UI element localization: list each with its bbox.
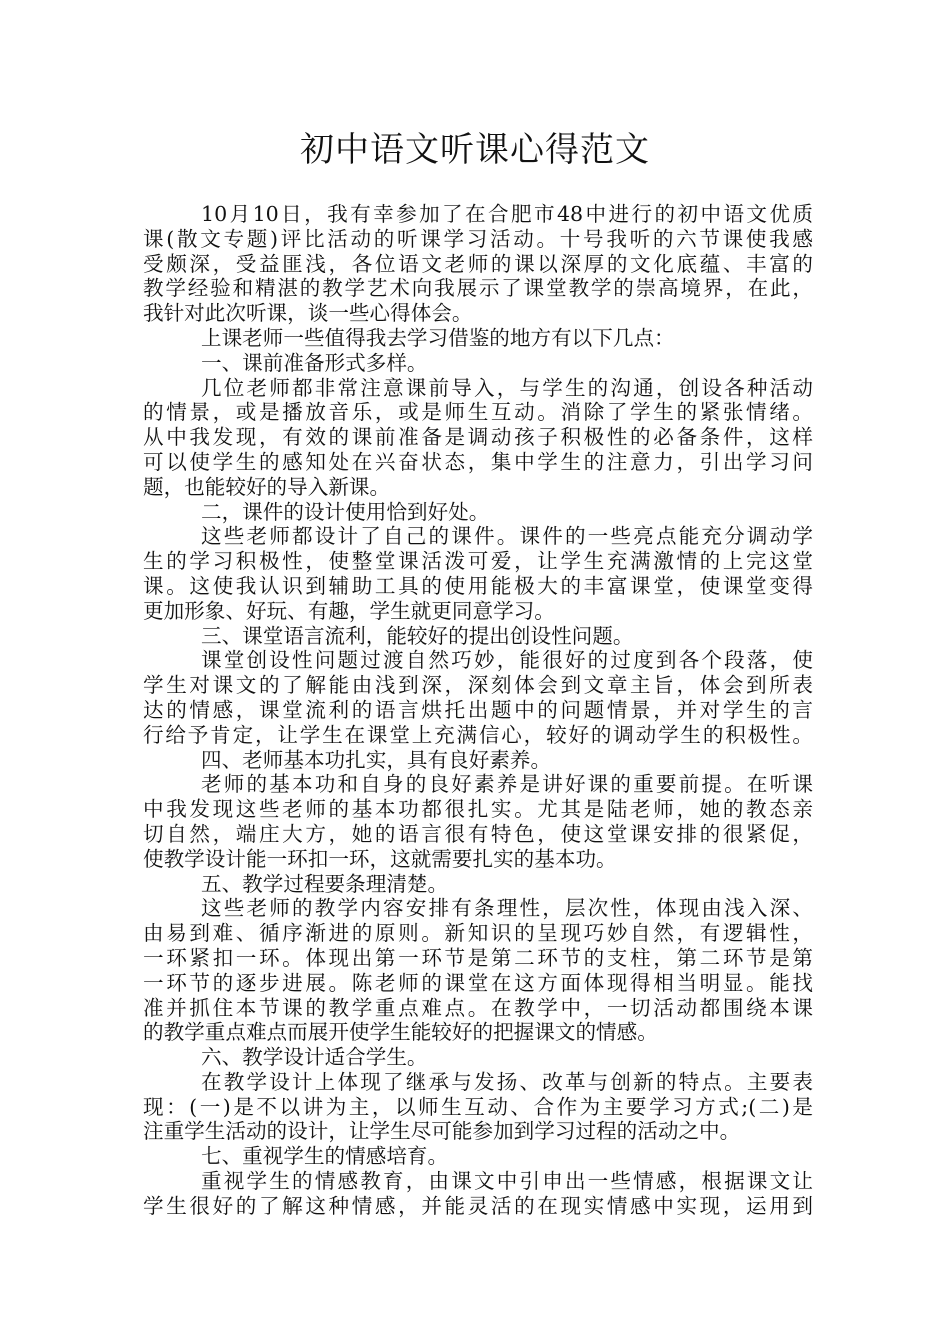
text-line: 一环节的逐步进展。陈老师的课堂在这方面体现得相当明显。能找: [143, 970, 813, 995]
text-line: 七、重视学生的情感培育。: [201, 1144, 449, 1169]
text-line: 六、教学设计适合学生。: [201, 1045, 428, 1070]
text-line: 课。这使我认识到辅助工具的使用能极大的丰富课堂，使课堂变得: [143, 573, 813, 598]
text-line: 这些老师都设计了自己的课件。课件的一些亮点能充分调动学: [201, 524, 813, 549]
text-line: 课(散文专题)评比活动的听课学习活动。十号我听的六节课使我感: [143, 226, 813, 251]
text-line: 达的情感，课堂流利的语言烘托出题中的问题情景，并对学生的言: [143, 697, 813, 722]
text-line: 重视学生的情感教育，由课文中引申出一些情感，根据课文让: [201, 1169, 813, 1194]
text-line: 使教学设计能一环扣一环，这就需要扎实的基本功。: [143, 846, 617, 871]
text-line: 一环紧扣一环。体现出第一环节是第二环节的支柱，第二环节是第: [143, 945, 813, 970]
text-line: 行给予肯定，让学生在课堂上充满信心，较好的调动学生的积极性。: [143, 722, 813, 747]
text-line: 题，也能较好的导入新课。: [143, 474, 391, 499]
text-line: 可以使学生的感知处在兴奋状态，集中学生的注意力，引出学习问: [143, 449, 813, 474]
text-line: 准并抓住本节课的教学重点难点。在教学中，一切活动都围绕本课: [143, 995, 813, 1020]
document-body: [143, 202, 813, 1219]
text-line: 四、老师基本功扎实，具有良好素养。: [201, 747, 552, 772]
text-line: 由易到难、循序渐进的原则。新知识的呈现巧妙自然，有逻辑性，: [143, 921, 813, 946]
text-line: 学生对课文的了解能由浅到深，深刻体会到文章主旨，体会到所表: [143, 673, 813, 698]
text-line: 更加形象、好玩、有趣，学生就更同意学习。: [143, 598, 555, 623]
text-line: 老师的基本功和自身的良好素养是讲好课的重要前提。在听课: [201, 772, 813, 797]
text-line: 几位老师都非常注意课前导入，与学生的沟通，创设各种活动: [201, 375, 813, 400]
text-line: 这些老师的教学内容安排有条理性，层次性，体现由浅入深、: [201, 896, 813, 921]
text-line: 在教学设计上体现了继承与发扬、改革与创新的特点。主要表: [201, 1069, 813, 1094]
text-line: 三、课堂语言流利，能较好的提出创设性问题。: [201, 623, 634, 648]
text-line: 切自然，端庄大方，她的语言很有特色，使这堂课安排的很紧促，: [143, 821, 813, 846]
text-line: 五、教学过程要条理清楚。: [201, 871, 449, 896]
text-line: 生的学习积极性，使整堂课活泼可爱，让学生充满激情的上完这堂: [143, 549, 813, 574]
text-line: 我针对此次听课，谈一些心得体会。: [143, 301, 473, 326]
text-line: 教学经验和精湛的教学艺术向我展示了课堂教学的崇高境界，在此，: [143, 276, 813, 301]
text-line: 现：(一)是不以讲为主，以师生互动、合作为主要学习方式;(二)是: [143, 1094, 813, 1119]
text-line: 二，课件的设计使用恰到好处。: [201, 499, 490, 524]
text-line: 的教学重点难点而展开使学生能较好的把握课文的情感。: [143, 1020, 658, 1045]
text-line: 一、课前准备形式多样。: [201, 350, 428, 375]
text-line: 10月10日，我有幸参加了在合肥市48中进行的初中语文优质: [201, 202, 813, 226]
text-line: 受颇深，受益匪浅，各位语文老师的课以深厚的文化底蕴、丰富的: [143, 251, 813, 276]
text-line: 课堂创设性问题过渡自然巧妙，能很好的过度到各个段落，使: [201, 648, 813, 673]
text-line: 中我发现这些老师的基本功都很扎实。尤其是陆老师，她的教态亲: [143, 797, 813, 822]
text-line: 上课老师一些值得我去学习借鉴的地方有以下几点：: [201, 325, 675, 350]
text-line: 注重学生活动的设计，让学生尽可能参加到学习过程的活动之中。: [143, 1119, 741, 1144]
text-line: 从中我发现，有效的课前准备是调动孩子积极性的必备条件，这样: [143, 425, 813, 450]
document-title: 初中语文听课心得范文: [300, 130, 650, 170]
text-line: 的情景，或是播放音乐，或是师生互动。消除了学生的紧张情绪。: [143, 400, 813, 425]
text-line: 学生很好的了解这种情感，并能灵活的在现实情感中实现，运用到: [143, 1193, 813, 1218]
